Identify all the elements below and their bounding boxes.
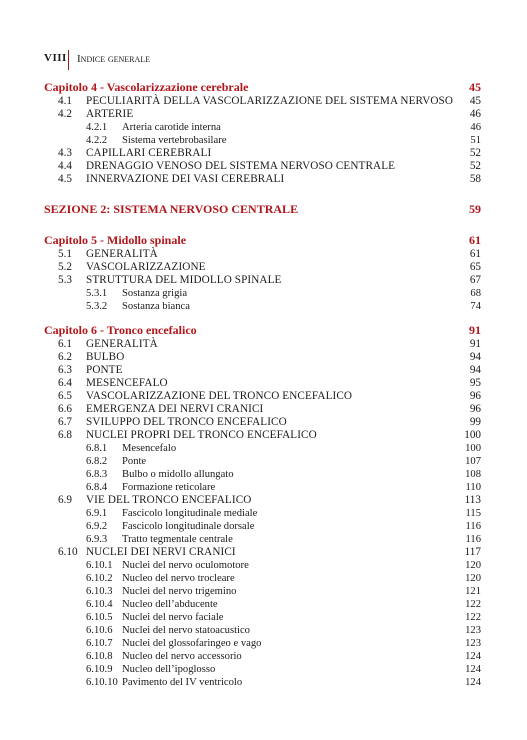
entry-title: VASCOLARIZZAZIONE <box>86 261 206 273</box>
entry-title: INNERVAZIONE DEI VASI CEREBRALI <box>86 173 285 185</box>
toc-entry[interactable] <box>44 403 481 416</box>
entry-number: 5.3.2 <box>86 301 108 312</box>
section-title: SEZIONE 2: SISTEMA NERVOSO CENTRALE <box>44 202 299 216</box>
entry-number: 6.6 <box>58 403 72 415</box>
entry-title: EMERGENZA DEI NERVI CRANICI <box>86 403 264 415</box>
entry-number: 6.7 <box>58 416 72 428</box>
page-ref: 124 <box>465 677 481 688</box>
entry-number: 6.10.4 <box>86 599 113 610</box>
page-ref: 95 <box>469 377 481 389</box>
entry-number: 6.8.4 <box>86 482 108 493</box>
toc-entry[interactable] <box>44 351 481 364</box>
entry-title: Nuclei del glossofaringeo e vago <box>122 638 262 649</box>
entry-title: ARTERIE <box>86 108 134 120</box>
entry-number: 6.10.3 <box>86 586 113 597</box>
page-ref: 123 <box>465 625 481 636</box>
page-ref: 116 <box>465 534 481 545</box>
entry-title: Pavimento del IV ventricolo <box>122 677 243 688</box>
entry-title: Arteria carotide interna <box>122 122 221 133</box>
entry-title: Sostanza grigia <box>122 288 188 299</box>
entry-title: Sostanza bianca <box>122 301 190 312</box>
entry-title: STRUTTURA DEL MIDOLLO SPINALE <box>86 274 282 286</box>
entry-title: CAPILLARI CEREBRALI <box>86 147 212 159</box>
toc-subentry[interactable] <box>44 481 481 494</box>
entry-number: 4.4 <box>58 160 72 172</box>
toc-subentry[interactable] <box>44 533 481 546</box>
entry-number: 6.10.6 <box>86 625 113 636</box>
entry-title: Nucleo dell’ipoglosso <box>122 664 216 675</box>
entry-title: NUCLEI DEI NERVI CRANICI <box>86 546 236 558</box>
entry-number: 6.9.1 <box>86 508 108 519</box>
entry-number: 6.10.2 <box>86 573 113 584</box>
chapter-heading[interactable] <box>44 232 481 248</box>
entry-title: Formazione reticolare <box>122 482 216 493</box>
toc-subentry[interactable] <box>44 121 481 134</box>
toc-subentry[interactable] <box>44 637 481 650</box>
page-ref: 120 <box>465 560 481 571</box>
entry-number: 6.8.1 <box>86 443 108 454</box>
entry-number: 6.10.7 <box>86 638 113 649</box>
page-ref: 61 <box>469 248 481 260</box>
page-number: VIII <box>44 52 67 64</box>
entry-number: 6.9.3 <box>86 534 108 545</box>
page-ref: 124 <box>465 664 481 675</box>
page-ref: 96 <box>469 403 481 415</box>
page-ref: 107 <box>465 456 481 467</box>
entry-number: 6.9 <box>58 494 72 506</box>
entry-title: GENERALITÀ <box>86 248 158 260</box>
toc-subentry[interactable] <box>44 611 481 624</box>
entry-number: 6.10.1 <box>86 560 113 571</box>
entry-title: Sistema vertebrobasilare <box>122 135 227 146</box>
entry-title: VIE DEL TRONCO ENCEFALICO <box>86 494 252 506</box>
page-ref: 113 <box>464 494 481 506</box>
entry-title: DRENAGGIO VENOSO DEL SISTEMA NERVOSO CENTRALE <box>86 160 396 172</box>
toc-subentry[interactable] <box>44 300 481 313</box>
entry-title: VASCOLARIZZAZIONE DEL TRONCO ENCEFALICO <box>86 390 353 402</box>
page-ref: 46 <box>470 122 481 133</box>
toc-subentry[interactable] <box>44 507 481 520</box>
toc-subentry[interactable] <box>44 598 481 611</box>
toc-entry[interactable] <box>44 160 481 173</box>
toc-subentry[interactable] <box>44 676 481 689</box>
toc-subentry[interactable] <box>44 585 481 598</box>
page-ref: 110 <box>465 482 481 493</box>
toc-entry[interactable] <box>44 338 481 351</box>
entry-title: Nuclei del nervo oculomotore <box>122 560 249 571</box>
entry-title: Mesencefalo <box>122 443 177 454</box>
entry-number: 6.10.10 <box>86 677 118 688</box>
page-ref: 116 <box>465 521 481 532</box>
page-ref: 94 <box>469 364 481 376</box>
toc-entry[interactable] <box>44 274 481 287</box>
toc-subentry[interactable] <box>44 572 481 585</box>
entry-title: PECULIARITÀ DELLA VASCOLARIZZAZIONE DEL SISTEMA NERVOSO <box>86 95 454 107</box>
toc-entry[interactable] <box>44 173 481 186</box>
toc-entry[interactable] <box>44 364 481 377</box>
page-ref: 94 <box>469 351 481 363</box>
entry-title: SVILUPPO DEL TRONCO ENCEFALICO <box>86 416 287 428</box>
entry-title: PONTE <box>86 364 123 376</box>
page-ref: 52 <box>469 147 481 159</box>
entry-number: 4.5 <box>58 173 72 185</box>
toc-entry[interactable] <box>44 261 481 274</box>
entry-title: Nucleo del nervo accessorio <box>122 651 242 662</box>
page-ref: 100 <box>464 429 481 441</box>
entry-number: 6.3 <box>58 364 72 376</box>
chapter-title: Capitolo 6 - Tronco encefalico <box>44 323 197 337</box>
entry-number: 4.1 <box>58 95 72 107</box>
toc-entry[interactable] <box>44 147 481 160</box>
page-ref: 45 <box>469 95 481 107</box>
entry-title: Ponte <box>122 456 147 467</box>
entry-number: 5.3.1 <box>86 288 108 299</box>
entry-number: 6.2 <box>58 351 72 363</box>
entry-title: NUCLEI PROPRI DEL TRONCO ENCEFALICO <box>86 429 317 441</box>
toc-entry[interactable] <box>44 377 481 390</box>
entry-number: 6.8 <box>58 429 72 441</box>
running-title: Indice generale <box>77 53 151 65</box>
toc-subentry[interactable] <box>44 134 481 147</box>
page-ref: 115 <box>465 508 481 519</box>
entry-number: 5.1 <box>58 248 72 260</box>
page-ref: 91 <box>469 323 481 337</box>
entry-number: 6.8.3 <box>86 469 108 480</box>
toc-entry[interactable] <box>44 108 481 121</box>
entry-title: Nuclei del nervo statoacustico <box>122 625 250 636</box>
toc-entry[interactable] <box>44 494 481 507</box>
entry-number: 4.2.1 <box>86 122 108 133</box>
toc-entry[interactable] <box>44 390 481 403</box>
page-ref: 99 <box>469 416 481 428</box>
page-ref: 59 <box>469 202 481 216</box>
page-ref: 122 <box>465 612 481 623</box>
page-ref: 61 <box>469 233 481 247</box>
entry-number: 4.2 <box>58 108 72 120</box>
page-ref: 68 <box>470 288 481 299</box>
page-ref: 67 <box>469 274 481 286</box>
entry-number: 6.10.9 <box>86 664 113 675</box>
toc-subentry[interactable] <box>44 442 481 455</box>
entry-title: Fascicolo longitudinale dorsale <box>122 521 255 532</box>
entry-number: 6.1 <box>58 338 72 350</box>
entry-number: 6.10.8 <box>86 651 113 662</box>
toc-entry[interactable] <box>44 546 481 559</box>
entry-number: 5.3 <box>58 274 72 286</box>
page-ref: 74 <box>470 301 481 312</box>
page-ref: 91 <box>469 338 481 350</box>
page-ref: 96 <box>469 390 481 402</box>
page-ref: 100 <box>465 443 481 454</box>
entry-number: 5.2 <box>58 261 72 273</box>
entry-title: Bulbo o midollo allungato <box>122 469 234 480</box>
table-of-contents <box>44 79 481 689</box>
toc-subentry[interactable] <box>44 624 481 637</box>
chapter-heading[interactable] <box>44 79 481 95</box>
entry-number: 6.8.2 <box>86 456 108 467</box>
toc-entry[interactable] <box>44 429 481 442</box>
entry-number: 6.4 <box>58 377 72 389</box>
entry-number: 6.10.5 <box>86 612 113 623</box>
entry-title: Fascicolo longitudinale mediale <box>122 508 258 519</box>
page-ref: 51 <box>470 135 481 146</box>
entry-title: MESENCEFALO <box>86 377 168 389</box>
page-ref: 124 <box>465 651 481 662</box>
entry-title: GENERALITÀ <box>86 338 158 350</box>
page-ref: 108 <box>465 469 481 480</box>
page-ref: 65 <box>469 261 481 273</box>
header-divider <box>68 50 69 70</box>
entry-title: Nuclei del nervo trigemino <box>122 586 237 597</box>
section-heading[interactable] <box>44 201 481 217</box>
toc-subentry[interactable] <box>44 468 481 481</box>
entry-title: BULBO <box>86 351 125 363</box>
toc-subentry[interactable] <box>44 663 481 676</box>
entry-number: 6.10 <box>58 546 78 558</box>
chapter-title: Capitolo 5 - Midollo spinale <box>44 233 187 247</box>
page-ref: 120 <box>465 573 481 584</box>
toc-entry[interactable] <box>44 416 481 429</box>
entry-title: Nucleo dell’abducente <box>122 599 218 610</box>
entry-title: Tratto tegmentale centrale <box>122 534 233 545</box>
page-ref: 46 <box>469 108 481 120</box>
chapter-title: Capitolo 4 - Vascolarizzazione cerebrale <box>44 80 249 94</box>
page-ref: 121 <box>465 586 481 597</box>
toc-entry[interactable] <box>44 248 481 261</box>
page-ref: 123 <box>465 638 481 649</box>
entry-title: Nucleo del nervo trocleare <box>122 573 235 584</box>
page-ref: 45 <box>469 80 481 94</box>
toc-entry[interactable] <box>44 95 481 108</box>
page-ref: 52 <box>469 160 481 172</box>
toc-subentry[interactable] <box>44 650 481 663</box>
entry-number: 4.3 <box>58 147 72 159</box>
page-ref: 117 <box>464 546 481 558</box>
entry-number: 4.2.2 <box>86 135 108 146</box>
page-ref: 122 <box>465 599 481 610</box>
toc-subentry[interactable] <box>44 287 481 300</box>
toc-subentry[interactable] <box>44 455 481 468</box>
page-ref: 58 <box>469 173 481 185</box>
entry-title: Nuclei del nervo faciale <box>122 612 224 623</box>
entry-number: 6.5 <box>58 390 72 402</box>
toc-subentry[interactable] <box>44 520 481 533</box>
chapter-heading[interactable] <box>44 322 481 338</box>
toc-subentry[interactable] <box>44 559 481 572</box>
entry-number: 6.9.2 <box>86 521 108 532</box>
